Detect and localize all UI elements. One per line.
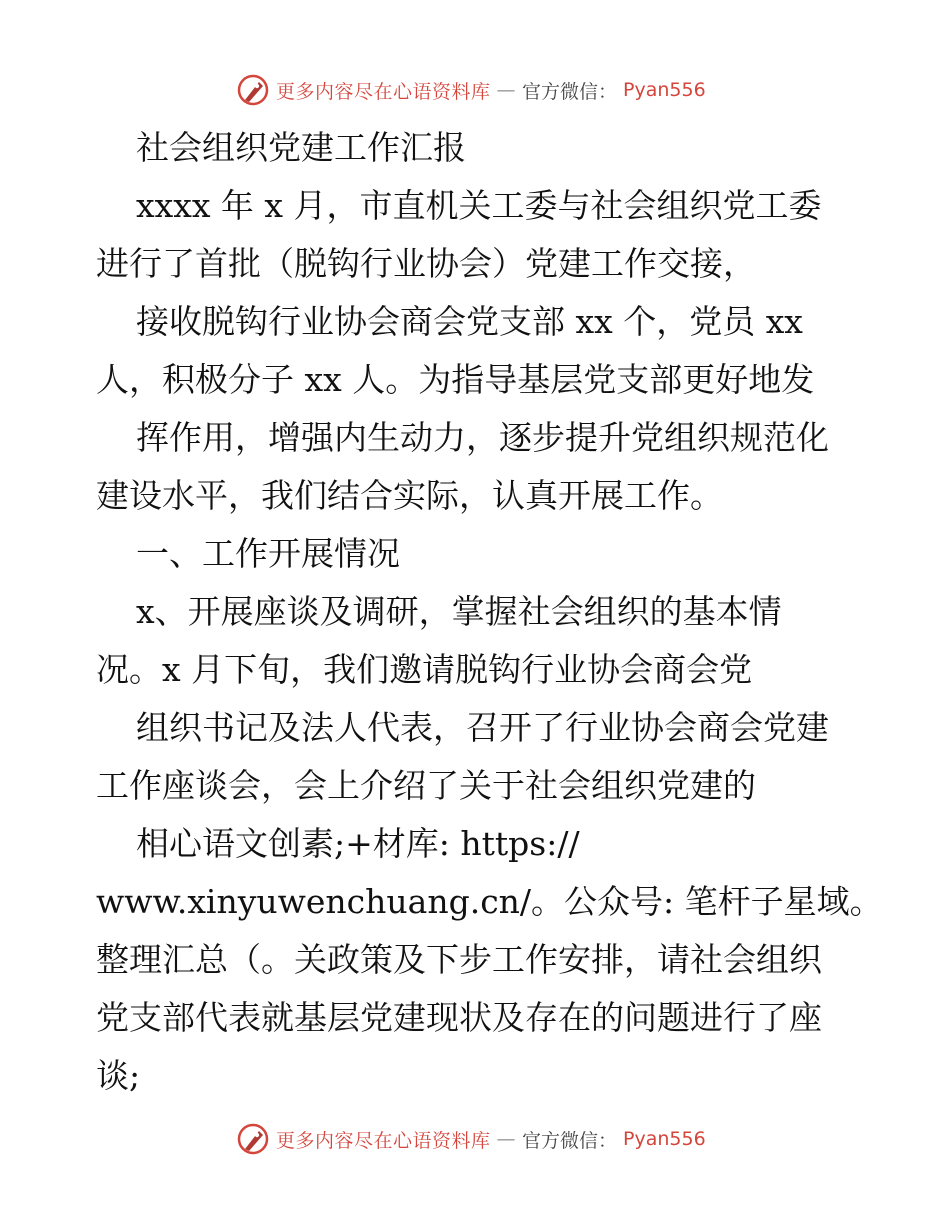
banner-separator: — <box>496 79 517 101</box>
document-title: 社会组织党建工作汇报 <box>136 128 466 167</box>
paragraph-line: 党支部代表就基层党建现状及存在的问题进行了座 <box>96 998 822 1037</box>
paragraph-line: x、开展座谈及调研，掌握社会组织的基本情 <box>136 592 782 631</box>
paragraph-line: xxxx 年 x 月，市直机关工委与社会组织党工委 <box>136 186 822 225</box>
pen-nib-logo-icon <box>236 1122 270 1156</box>
paragraph-line: 谈; <box>96 1056 141 1095</box>
paragraph-line: 整理汇总（。关政策及下步工作安排，请社会组织 <box>96 940 822 979</box>
banner-brand-text: 更多内容尽在心语资料库 <box>276 1129 491 1152</box>
footer-banner <box>236 1121 706 1157</box>
paragraph-line: 挥作用，增强内生动力，逐步提升党组织规范化 <box>136 418 829 457</box>
banner-separator: — <box>496 1128 517 1150</box>
paragraph-line: www.xinyuwenchuang.cn/。公众号: 笔杆子星域。 <box>96 882 883 921</box>
paragraph-line: 接收脱钩行业协会商会党支部 xx 个，党员 xx <box>136 302 803 341</box>
banner-wechat-label: 官方微信： <box>522 1129 618 1152</box>
banner-wechat-id: Pyan556 <box>623 1128 706 1150</box>
paragraph-line: 工作座谈会，会上介绍了关于社会组织党建的 <box>96 766 756 805</box>
banner-brand-text: 更多内容尽在心语资料库 <box>276 80 491 103</box>
paragraph-line: 况。x 月下旬，我们邀请脱钩行业协会商会党 <box>96 650 753 689</box>
paragraph-line: 进行了首批（脱钩行业协会）党建工作交接， <box>96 244 756 283</box>
banner-wechat-label: 官方微信： <box>522 80 618 103</box>
banner-wechat-id: Pyan556 <box>623 79 706 101</box>
paragraph-line: 相心语文创素;+材库: https:// <box>136 824 580 863</box>
paragraph-line: 组织书记及法人代表，召开了行业协会商会党建 <box>136 708 829 747</box>
section-heading: 一、工作开展情况 <box>136 534 400 573</box>
paragraph-line: 人，积极分子 xx 人。为指导基层党支部更好地发 <box>96 360 815 399</box>
paragraph-line: 建设水平，我们结合实际，认真开展工作。 <box>96 476 723 515</box>
